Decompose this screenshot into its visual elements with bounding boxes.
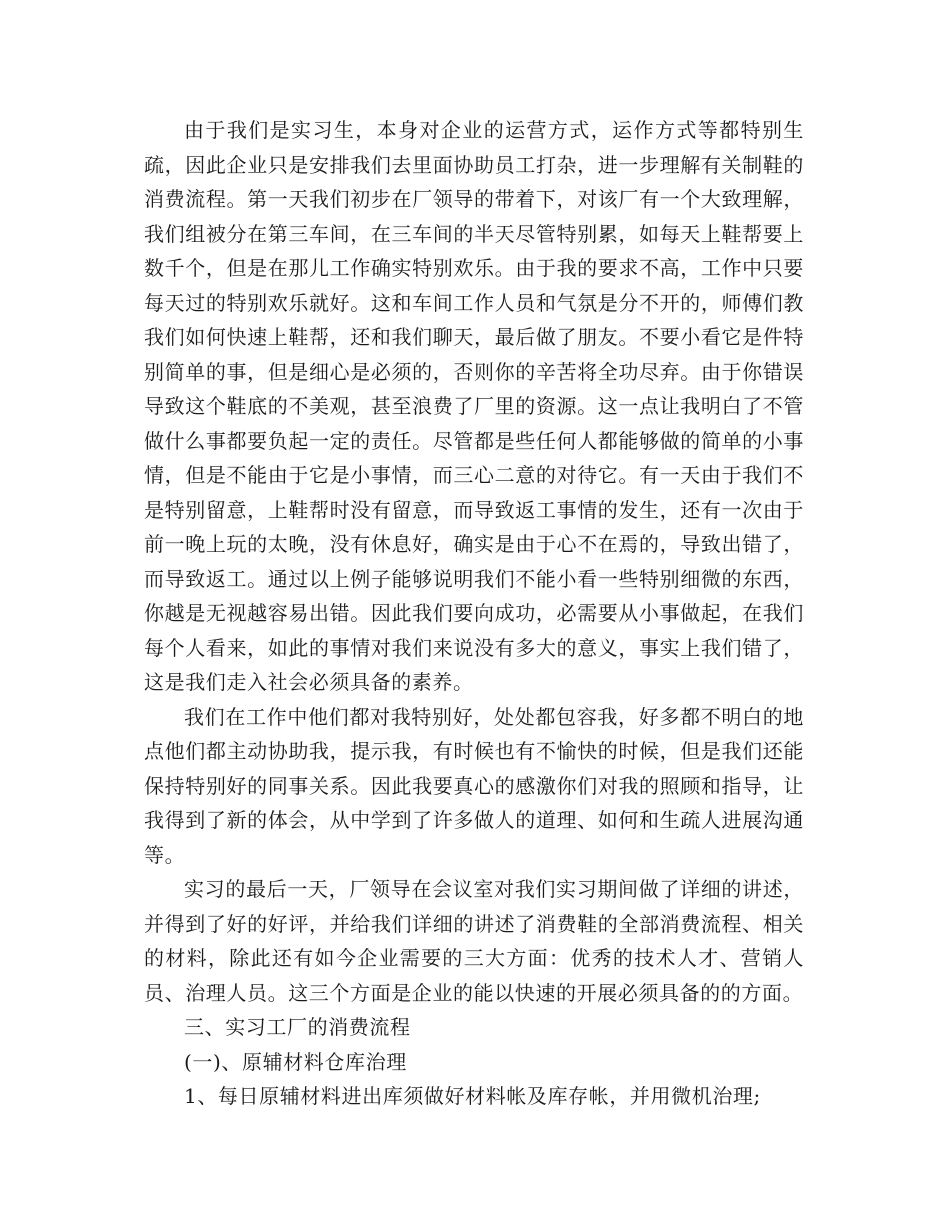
paragraph-internship-experience: 由于我们是实习生，本身对企业的运营方式，运作方式等都特别生疏，因此企业只是安排我们去里面协助员工打杂，进一步理解有关制鞋的消费流程。第一天我们初步在厂领导的带着下，对该厂有一个大致理解，我们组被分在第三车间，在三车间的半天尽管特别累，如每天上鞋帮要上数千个，但是在那儿工作确实特别欢乐。由于我的要求不高，工作中只要每天过的特别欢乐就好。这和车间工作人员和气氛是分不开的，师傅们教我们如何快速上鞋帮，还和我们聊天，最后做了朋友。不要小看它是件特别简单的事，但是细心是必须的，否则你的辛苦将全功尽弃。由于你错误导致这个鞋底的不美观，甚至浪费了厂里的资源。这一点让我明白了不管做什么事都要负起一定的责任。尽管都是些任何人都能够做的简单的小事情，但是不能由于它是小事情，而三心二意的对待它。有一天由于我们不是特别留意，上鞋帮时没有留意，而导致返工事情的发生，还有一次由于前一晚上玩的太晚，没有休息好，确实是由于心不在焉的，导致出错了，而导致返工。通过以上例子能够说明我们不能小看一些特别细微的东西，你越是无视越容易出错。因此我们要向成功，必需要从小事做起，在我们每个人看来，如此的事情对我们来说没有多大的意义，事实上我们错了，这是我们走入社会必须具备的素养。 (144, 118, 804, 694)
paragraph-last-day: 实习的最后一天，厂领导在会议室对我们实习期间做了详细的讲述，并得到了好的好评，并给我们详细的讲述了消费鞋的全部消费流程、相关的材料，除此还有如今企业需要的三大方面：优秀的技术人才、营销人员、治理人员。这三个方面是企业的能以快速的开展必须具备的的方面。 (144, 877, 804, 1005)
document-body (144, 113, 804, 1114)
paragraph-colleague-relations: 我们在工作中他们都对我特别好，处处都包容我，好多都不明白的地点他们都主动协助我，提示我，有时候也有不愉快的时候，但是我们还能保持特别好的同事关系。因此我要真心的感激你们对我的照顾和指导，让我得到了新的体会，从中学到了许多做人的道理、如何和生疏人进展沟通等。 (144, 704, 804, 867)
subsection-heading-warehouse: (一)、原辅材料仓库治理 (184, 1049, 407, 1074)
list-item-1: 1、每日原辅材料进出库须做好材料帐及库存帐，并用微机治理; (184, 1084, 761, 1108)
section-heading-production-flow: 三、实习工厂的消费流程 (184, 1015, 411, 1039)
